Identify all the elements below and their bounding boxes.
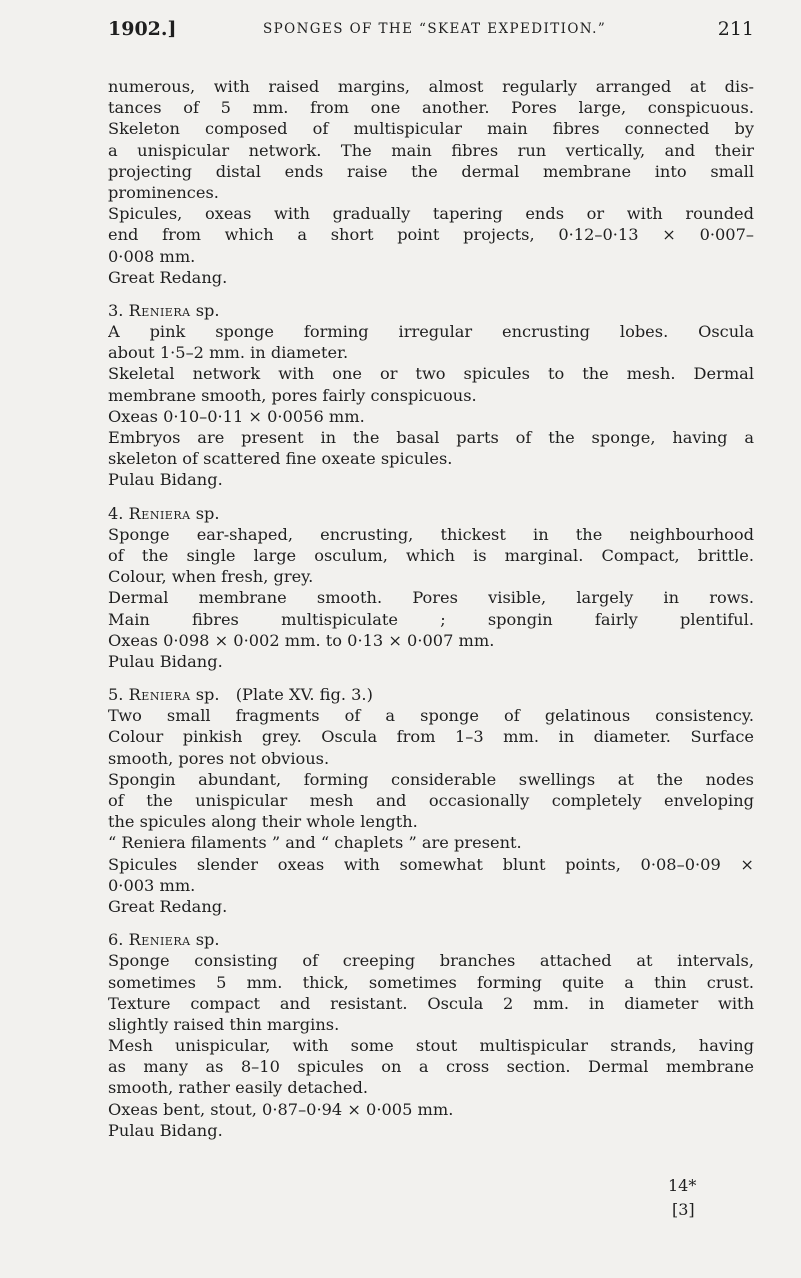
species-number: 5. [108, 685, 124, 705]
intro-paragraphs [108, 76, 754, 288]
text-line: Pulau Bidang. [108, 1120, 223, 1140]
text-line: Pulau Bidang. [108, 651, 223, 671]
text-line: Oxeas 0·098 × 0·002 mm. to 0·13 × 0·007 mm. [108, 630, 495, 650]
sheet-mark: [3] [672, 1200, 695, 1219]
species-heading [108, 929, 754, 950]
text-line: smooth, rather easily detached. [108, 1078, 369, 1098]
text-line: Pulau Bidang. [108, 470, 223, 490]
genus-name: Reniera [128, 503, 191, 523]
species-section [108, 684, 754, 917]
text-line: projecting distal ends raise the dermal membrane into small [108, 161, 754, 181]
section-gap [108, 917, 754, 929]
text-line: 0·003 mm. [108, 875, 196, 895]
text-line: slightly raised thin margins. [108, 1014, 340, 1034]
header-year: 1902.] [108, 18, 177, 40]
plate-reference: (Plate XV. fig. 3.) [235, 685, 373, 705]
text-line: skeleton of scattered fine oxeate spicules. [108, 449, 453, 469]
text-line: Mesh unispicular, with some stout multispicular strands, having [108, 1036, 754, 1056]
signature-mark: 14* [668, 1176, 697, 1195]
text-line: of the unispicular mesh and occasionally completely enveloping [108, 791, 754, 810]
species-abbrev: sp. [195, 503, 220, 523]
text-line: the spicules along their whole length. [108, 812, 418, 832]
species-abbrev: sp. [195, 930, 220, 950]
species-section [108, 300, 754, 491]
text-line: of the single large osculum, which is marginal. Compact, brittle. [108, 545, 754, 565]
text-line: Oxeas bent, stout, 0·87–0·94 × 0·005 mm. [108, 1099, 454, 1119]
species-number: 4. [108, 503, 124, 523]
text-line: smooth, pores not obvious. [108, 748, 330, 768]
text-line: Two small fragments of a sponge of gelatinous consistency. [108, 706, 754, 726]
text-line: Colour pinkish grey. Oscula from 1–3 mm. in diameter. Surface [108, 727, 754, 747]
species-abbrev: sp. [195, 685, 220, 705]
text-line: Main fibres multispiculate ; spongin fairly plentiful. [108, 609, 754, 629]
running-header [108, 18, 754, 48]
text-line: Skeleton composed of multispicular main fibres connected by [108, 119, 754, 139]
text-line: Dermal membrane smooth. Pores visible, largely in rows. [108, 588, 754, 608]
genus-name: Reniera [128, 685, 191, 705]
text-line: Embryos are present in the basal parts of the sponge, having a [108, 428, 754, 447]
text-line: Spicules slender oxeas with somewhat blunt points, 0·08–0·09 × [108, 854, 754, 874]
text-line: 0·008 mm. [108, 246, 196, 266]
species-abbrev: sp. [195, 300, 220, 320]
text-line: Great Redang. [108, 267, 228, 287]
species-sections [108, 288, 754, 1141]
text-line: “ Reniera filaments ” and “ chaplets ” are present. [108, 833, 522, 853]
body-text [108, 76, 754, 1141]
text-line: Great Redang. [108, 896, 228, 916]
text-line: about 1·5–2 mm. in diameter. [108, 343, 349, 363]
text-line: end from which a short point projects, 0·12–0·13 × 0·007– [108, 225, 754, 245]
species-number: 3. [108, 300, 124, 320]
species-heading [108, 300, 754, 321]
section-gap [108, 288, 754, 300]
text-line: Spicules, oxeas with gradually tapering ends or with rounded [108, 204, 754, 224]
species-section [108, 929, 754, 1141]
text-line: Sponge consisting of creeping branches attached at intervals, [108, 951, 754, 971]
section-gap [108, 672, 754, 684]
text-line: tances of 5 mm. from one another. Pores large, conspicuous. [108, 98, 754, 118]
text-line: as many as 8–10 spicules on a cross section. Dermal membrane [108, 1057, 754, 1077]
text-line: numerous, with raised margins, almost regularly arranged at dis- [108, 77, 754, 96]
species-heading [108, 503, 754, 524]
text-line: prominences. [108, 182, 219, 202]
genus-name: Reniera [128, 300, 191, 320]
page-number: 211 [717, 18, 754, 40]
text-line: Colour, when fresh, grey. [108, 567, 314, 587]
text-line: Skeletal network with one or two spicules to the mesh. Dermal [108, 364, 754, 384]
species-number: 6. [108, 930, 124, 950]
section-gap [108, 491, 754, 503]
text-line: a unispicular network. The main fibres run vertically, and their [108, 140, 754, 160]
text-line: sometimes 5 mm. thick, sometimes forming quite a thin crust. [108, 972, 754, 992]
text-line: Spongin abundant, forming considerable swellings at the nodes [108, 769, 754, 789]
text-line: membrane smooth, pores fairly conspicuous. [108, 385, 477, 405]
genus-name: Reniera [128, 930, 191, 950]
text-line: Texture compact and resistant. Oscula 2 mm. in diameter with [108, 993, 754, 1013]
running-title: SPONGES OF THE “SKEAT EXPEDITION.” [263, 21, 607, 37]
species-section [108, 503, 754, 673]
species-heading [108, 684, 754, 705]
text-line: Sponge ear-shaped, encrusting, thickest in the neighbourhood [108, 524, 754, 544]
text-line: A pink sponge forming irregular encrusting lobes. Oscula [108, 322, 754, 342]
text-line: Oxeas 0·10–0·11 × 0·0056 mm. [108, 406, 365, 426]
